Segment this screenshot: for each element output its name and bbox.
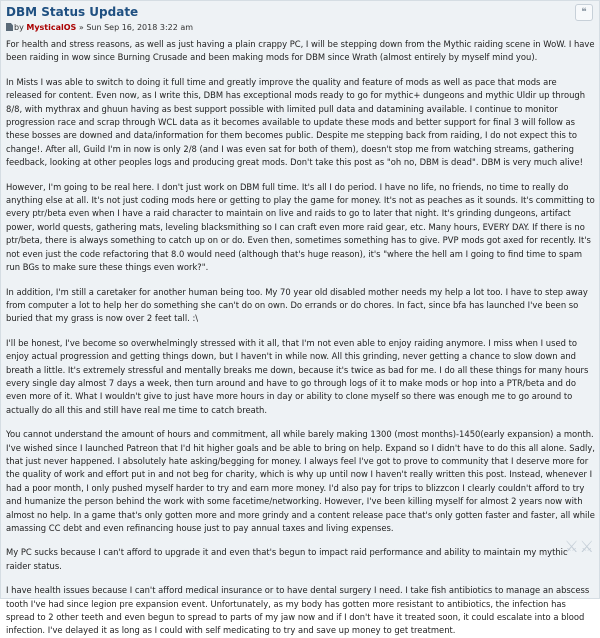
paragraph: In addition, I'm still a caretaker for another human being too. My 70 year old disabled mother needs my help a lot too. I have to step away from computer a lot to help her do something she can't do on own. Do errands or do chores. In fact, since bfa has launched I've been so buried that my grass is now over 2 feet tall. :\ (6, 286, 588, 324)
paragraph: I'll be honest, I've become so overwhelmingly stressed with it all, that I'm not even able to enjoy raiding anymore. I miss when I used to enjoy actual progression and getting things down, but I haven't in while now. All this grinding, never getting a chance to slow down and breath a little. It's extremely stressful and mentally breaks me down, because it's twice as bad for me. I do all these things for many hours every single day almost 7 days a week, then turn around and have to go through logs of it to make mods or hop into a PTR/beta and do even more of it. What I wouldn't give to just have more hours in day or ability to clone myself so there was enough me to go around to actually do all this and still have real me time to catch breath. (6, 337, 589, 415)
post-title[interactable]: DBM Status Update (6, 5, 139, 19)
paragraph: However, I'm going to be real here. I don't just work on DBM full time. It's all I do period. I have no life, no friends, no time to really do anything else at all. It's not just coding mods here or getting to play the game for money. It's not as peaches as it sounds. It's committing to every ptr/beta even when I have a raid character to maintain on live and raids to go to later that night. It's grinding dungeons, artifact power, world quests, gathering mats, leveling blacksmithing so I can craft even more raid gear, etc. Many hours, EVERY DAY. If there is no ptr/beta, there is always something to catch up on or do. Even then, sometimes something has to give. PVP mods got axed for recently. It's not even just the code refactoring that 8.0 would need (although that's huge reason), it's "where the hell am I going to find time to spam run BGs to make sure these things even work?". (6, 181, 595, 273)
paragraph: My PC sucks because I can't afford to upgrade it and even that's begun to impact raid performance and ability to maintain my mythic raider status. (6, 547, 568, 571)
watermark-logo: ⚔⚔ (564, 537, 595, 556)
paragraph: I have health issues because I can't afford medical insurance or to have dental surgery I need. I take fish antibiotics to manage an abscess tooth I've had since legion pre expansion event. Unfortunately, as my body has gotten more resistant to antibiotics, the infection has spread to 2 other teeth and even begun to spread to parts of my jaw now and if I don't have it treated soon, it could escalate into a blood infection. I've delayed it as long as I could with self medicating to try and save up money to get treatment. (6, 585, 590, 636)
author-link[interactable]: MysticalOS (26, 23, 77, 32)
quote-icon: ❝ (581, 7, 587, 18)
paragraph: You cannot understand the amount of hours and commitment, all while barely making 1300 (most months)-1450(early expansion) a month. I've wished since I launched Patreon that I'd hit higher goals and be able to bring on help. Expand so I didn't have to do this all alone. Sadly, that just never happened. I absolutely hate asking/begging for money. I always feel I've got to prove to community that I deserve more for the quality of work and effort put in and not beg for charity, which is why up until now I haven't really written this post. Instead, whenever I had a poor month, I only pushed myself harder to try and earn more money. I'd also pay for trips to blizzcon I clearly couldn't afford to try and humanize the person behind the work with some facetime/networking. However, I've been killing myself for almost 2 years now with almost no help. In a game that's only gotten more and more grindy and a content release pace that's only gotten faster and faster, all while amassing CC debt and even refinancing house just to pay annual taxes and living expenses. (6, 429, 595, 533)
post-author-line (6, 22, 593, 33)
quote-button[interactable] (575, 4, 593, 21)
post-icon[interactable] (6, 23, 13, 31)
paragraph: For health and stress reasons, as well as just having a plain crappy PC, I will be stepping down from the Mythic raiding scene in WoW. I have been raiding in wow since Burning Crusade and been making mods for DBM since Wrath (almost entirely by myself mind you). (6, 39, 595, 63)
separator: » (78, 23, 84, 32)
post-header (1, 1, 599, 38)
paragraph: In Mists I was able to switch to doing it full time and greatly improve the quality and feature of mods as well as pace that mods are released for content. Even now, as I write this, DBM has exceptional mods ready to go for mythic+ dungeons and mythic Uldir up through 8/8, with mythrax and ghuun having as best support possible with limited pull data and datamining available. I continue to monitor progression race and scrap through WCL data as it becomes available to update these mods and better support for final 3 will follow as these bosses are downed and data/information for them becomes public. Despite me stepping back from raiding, I do not expect this to change!. After all, Guild I'm in now is only 2/8 (and I was even sat for both of them), doesn't stop me from watching streams, gathering feedback, looking at other peoples logs and producing great mods. Don't take this post as "oh no, DBM is dead". DBM is very much alive! (6, 76, 586, 168)
post-body (1, 38, 599, 638)
by-label: by (14, 23, 24, 32)
post-timestamp: Sun Sep 16, 2018 3:22 am (86, 23, 194, 32)
